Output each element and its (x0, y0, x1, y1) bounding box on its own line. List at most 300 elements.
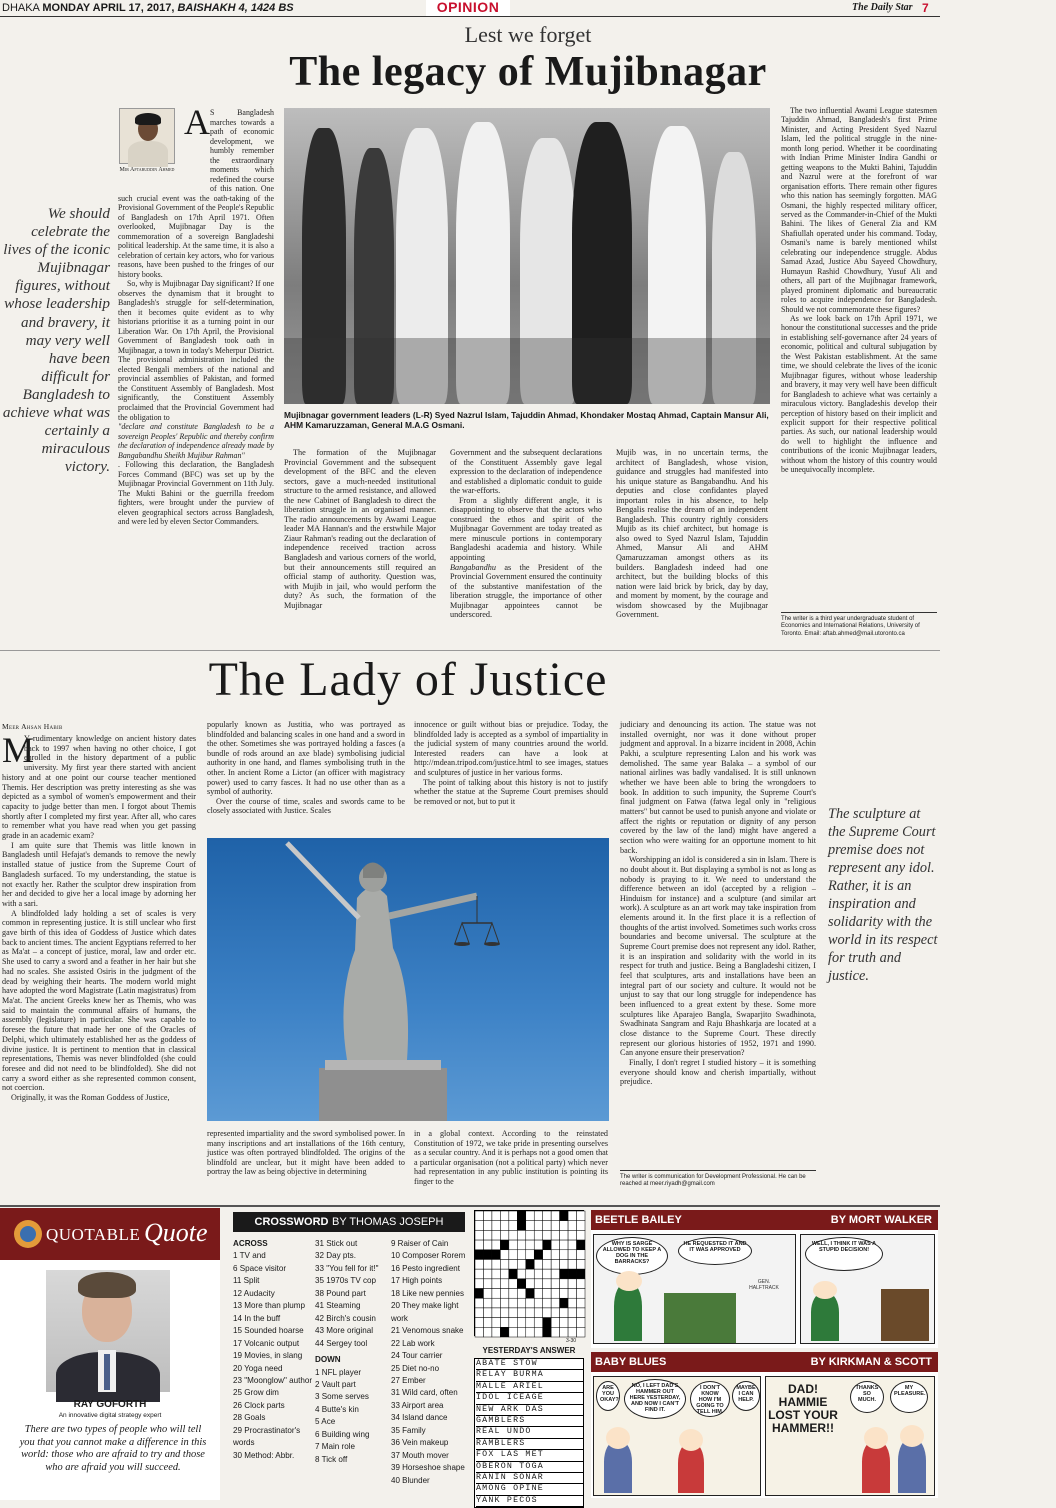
a2c1-p1: Y rudimentary knowledge on ancient history dates back to 1997 when having no other choice, I got enrolled in the history department of a public university. My first year there started with ancient history and at one point our course teacher mentioned Themis. Her description was pretty interesting as she was depicted as a symbol of women's empowerment and their capacity to judge better than men. I forgot about Themis shortly after I completed my first year. After all, who cares to remember what you have read when you get passing grade in an academic exam? (2, 734, 196, 841)
crossword-cell (568, 1250, 576, 1260)
crossword-cell (534, 1308, 542, 1318)
crossword-cell (509, 1259, 517, 1269)
crossword-cell (526, 1250, 534, 1260)
crossword-cell (534, 1289, 542, 1299)
crossword-cell (509, 1289, 517, 1299)
beetle-panel-2 (800, 1234, 935, 1344)
crossword-cell (551, 1327, 559, 1337)
crossword-cell (526, 1230, 534, 1240)
a1c3-p1: Government and the subsequent declarations of the Constituent Assembly gave legal expression to the declaration of independence and established a diplomatic conduit to guide the war-efforts. (450, 448, 602, 496)
article1-pullquote: We should celebrate the lives of the iconic Mujibnagar figures, without whose leadership and bravery, it may very well have been difficult for Bangladesh to achieve what was certainly a miraculous victory. (2, 205, 110, 476)
crossword-cell (526, 1318, 534, 1328)
statue-graphic (207, 838, 609, 1121)
crossword-cell (475, 1230, 483, 1240)
crossword-cell (560, 1250, 568, 1260)
crossword-cell (543, 1289, 551, 1299)
crossword-cell (500, 1250, 508, 1260)
article2-col1 (2, 730, 196, 1103)
crossword-cell (517, 1211, 525, 1221)
baby-header (591, 1352, 938, 1372)
across-17: 17 Volcanic output (233, 1338, 300, 1348)
a1c3-bangabandhu: Bangabandhu (450, 562, 496, 572)
crossword-cell (560, 1211, 568, 1221)
crossword-cell (517, 1308, 525, 1318)
crossword-cell (577, 1289, 585, 1299)
article2-col3-bottom (414, 1129, 608, 1187)
crossword-cell (568, 1298, 576, 1308)
across-12: 12 Audacity (233, 1288, 275, 1298)
quotable-role: An innovative digital strategy expert (58, 1412, 162, 1419)
crossword-cell (500, 1318, 508, 1328)
article1-col5 (781, 106, 937, 475)
crossword-cell (500, 1298, 508, 1308)
crossword-cell (475, 1289, 483, 1299)
crossword-cell (509, 1269, 517, 1279)
article1-col2 (284, 448, 436, 610)
crossword-cell (509, 1230, 517, 1240)
crossword-cell (526, 1279, 534, 1289)
down-9: 9 Raiser of Cain (391, 1239, 449, 1248)
baby-bubble-5: DAD! HAMMIE LOST YOUR HAMMER!! (768, 1382, 838, 1435)
crossword-cell (517, 1327, 525, 1337)
down-2: 2 Vault part (315, 1379, 356, 1389)
baby-bubble-1: ARE YOU OKAY? (596, 1381, 620, 1411)
across-20: 20 Yoga need (233, 1363, 283, 1373)
crossword-cell (551, 1308, 559, 1318)
article2-col2-top (207, 720, 405, 816)
crossword-cell (577, 1318, 585, 1328)
masthead (0, 0, 940, 17)
article2-author: Meer Ahsan Habib (2, 722, 63, 731)
down-35: 35 Family (391, 1425, 426, 1435)
crossword-cell (560, 1230, 568, 1240)
down-24: 24 Tour carrier (391, 1351, 443, 1361)
across-33: 33 "You fell for it!" (315, 1263, 379, 1273)
a1c5-p2: As we look back on 17th April 1971, we honour the constitutional successes and the pride in establishing self-governance after 24 years of economic, political and cultural subjugation by the West Pakistan establishment. At the same time, we should celebrate the lives of the iconic Mujibnagar figures, without whose leadership and bravery, it may very well have been difficult for Bangladesh to achieve what was certainly a miraculous victory. Bangladeshis develop their perception of history based on their implicit and explicit support for their respective political parties. As such, our national leadership would do well to highlight the influence and contributions of the iconic Mujibnagar leaders, without whom the history of this country would be unequivocally incomplete. (781, 313, 937, 475)
crossword-cell (509, 1298, 517, 1308)
across-14: 14 In the buff (233, 1313, 281, 1323)
crossword-cell (492, 1269, 500, 1279)
lady-justice-photo (207, 838, 609, 1121)
across-35: 35 1970s TV cop (315, 1276, 377, 1286)
down-18: 18 Like new pennies (391, 1288, 464, 1298)
crossword-cell (560, 1298, 568, 1308)
crossword-grid-svg (475, 1211, 585, 1337)
across-26: 26 Clock parts (233, 1400, 285, 1410)
baby-panel-1 (593, 1376, 761, 1496)
crossword-cell (534, 1318, 542, 1328)
crossword-cell (551, 1250, 559, 1260)
crossword-cell (526, 1259, 534, 1269)
clues-col2 (315, 1238, 393, 1466)
beetle-header (591, 1210, 938, 1230)
crossword-cell (500, 1259, 508, 1269)
a1c4-p1: Mujib was, in no uncertain terms, the architect of Bangladesh, whose vision, guidance and struggles had manifested into his unique stature as Bangabandhu. And his deputies and close confidantes played important roles in his absence, to help Bengalis realise the dream of an independent Bangladesh. This country rightly considers Mujib as its chief architect, but homage is also owed to Syed Nazrul Islam, Tajuddin Ahmed, Mansur Ali and AHM Qamaruzzaman amongst others as its builders. Bangladesh indeed had one architect, but the building blocks of this nation were laid brick by brick, day by day, and moment by moment, by the courage and wisdom showcased by the Mujibnagar Government. (616, 448, 768, 620)
a2c1-p2: I am quite sure that Themis was little known in Bangladesh until Hefajat's demands to remove the newly installed statue of justice from the Supreme Court of Bangladesh surfaced. To my understanding, the statue is not exactly her. Rather the sculptor drew inspiration from her and decided to give her a local image by adorning her with a sari. (2, 840, 196, 908)
crossword-cell (526, 1308, 534, 1318)
crossword-cell (560, 1240, 568, 1250)
crossword-cell (577, 1259, 585, 1269)
across-32: 32 Day pts. (315, 1251, 356, 1261)
crossword-cell (475, 1327, 483, 1337)
crossword-cell (534, 1259, 542, 1269)
baby-bubble-6: THANKS SO MUCH. (850, 1381, 884, 1413)
crossword-cell (577, 1279, 585, 1289)
crossword-cell (526, 1327, 534, 1337)
crossword-cell (483, 1279, 491, 1289)
crossword-cell (526, 1240, 534, 1250)
down-10: 10 Composer Rorem (391, 1251, 466, 1261)
down-22: 22 Lab work (391, 1338, 435, 1348)
crossword-cell (475, 1298, 483, 1308)
crossword-cell (492, 1289, 500, 1299)
quotable-quote: There are two types of people who will tell you that you cannot make a difference in this world: those who are afraid to try and those who are afraid you will succeed. (19, 1424, 207, 1473)
crossword-cell (543, 1240, 551, 1250)
crossword-cell (560, 1318, 568, 1328)
crossword-cell (568, 1211, 576, 1221)
crossword-cell (517, 1230, 525, 1240)
down-8: 8 Tick off (315, 1454, 348, 1464)
crossword-cell (492, 1211, 500, 1221)
baby-bubble-2: NO, I LEFT DAD'S HAMMER OUT HERE YESTERDAY, AND NOW I CAN'T FIND IT. (624, 1379, 686, 1419)
crossword-cell (577, 1269, 585, 1279)
crossword-cell (475, 1259, 483, 1269)
crossword-cell (543, 1327, 551, 1337)
page-number: 7 (922, 1, 929, 15)
crossword-cell (551, 1221, 559, 1231)
crossword-cell (534, 1230, 542, 1240)
answer-row: RAMBLERS (476, 1439, 583, 1450)
crossword-cell (568, 1230, 576, 1240)
answer-row: REAL UNDO (476, 1427, 583, 1438)
down-40: 40 Blunder (391, 1475, 430, 1485)
crossword-cell (526, 1298, 534, 1308)
across-label: ACROSS (233, 1239, 268, 1248)
crossword-cell (517, 1259, 525, 1269)
crossword-cell (517, 1279, 525, 1289)
article1-headline: The legacy of Mujibnagar (289, 49, 767, 95)
quotable-box (0, 1208, 220, 1500)
crossword-cell (500, 1240, 508, 1250)
crossword-cell (483, 1308, 491, 1318)
crossword-by: BY THOMAS JOSEPH (331, 1216, 444, 1228)
crossword-cell (475, 1240, 483, 1250)
crossword-cell (577, 1327, 585, 1337)
crossword-cell (526, 1211, 534, 1221)
crossword-cell (543, 1298, 551, 1308)
article1-col3 (450, 448, 602, 620)
mujibnagar-photo (284, 108, 770, 404)
crossword-cell (577, 1298, 585, 1308)
crossword-cell (543, 1230, 551, 1240)
baby-bubble-7: MY PLEASURE. (890, 1381, 928, 1413)
a2c2-p2: Over the course of time, scales and swords came to be closely associated with Justice. Scales (207, 796, 405, 816)
across-11: 11 Split (233, 1276, 260, 1286)
crossword-cell (509, 1221, 517, 1231)
across-38: 38 Pound part (315, 1288, 366, 1298)
down-33: 33 Airport area (391, 1400, 444, 1410)
crossword-cell (568, 1308, 576, 1318)
a2c4-p2: Worshipping an idol is considered a sin in Islam. There is no doubt about it. But displaying a symbol is not as long as nobody is praying to it. We need to understand the difference between an idol (accepted by a religion – Hinduism for instance) and a sculpture (and similar art work). A sculpture as an art work may take inspiration from elements around it. In the first place it is a reflection of thoughts of the artist involved. Sometimes such works cross boundaries and become universal. The sculpture at the Supreme Court premise does not represent any idol. Rather, it is an inspiration and solidarity with the world in its respect for truth and justice. Being a Bangladeshi citizen, I feel that sculptures, arts and installations have been an integral part of our society and culture. It would not be unjust to say that our long struggle for independence has been influenced to a great extent by these. Some more sculptures like Aparajeo Bangla, Swaparjito Swadhinota, Swadhinata Sangram and Raju Bhashkarja are located at a close distance to the Supreme Court. These directly represent our glorious histories of 1952, 1971 and 1990. Can anyone ensure their preservation? (620, 855, 816, 1058)
a1c1-p3: "declare and constitute Bangladesh to be a sovereign Peoples' Republic and thereby confirm the declaration of independence already made by Bangabandhu Sheikh Mujibur Rahman" (118, 422, 274, 460)
section-label: OPINION (426, 0, 510, 16)
across-13: 13 More than plump (233, 1301, 305, 1311)
crossword-cell (534, 1327, 542, 1337)
answer-row: MALLE ARIEL (476, 1382, 583, 1393)
article1-kicker: Lest we forget (464, 22, 592, 47)
crossword-cell (577, 1230, 585, 1240)
crossword-cell (560, 1308, 568, 1318)
beetle-bubble-1: WHY IS SARGE ALLOWED TO KEEP A DOG IN THE BARRACKS? (596, 1237, 668, 1275)
crossword-cell (475, 1279, 483, 1289)
crossword-cell (483, 1211, 491, 1221)
crossword-cell (517, 1221, 525, 1231)
answer-row: ABATE STOW (476, 1359, 583, 1370)
crossword-cell (483, 1318, 491, 1328)
baby-bubble-3: I DON'T KNOW HOW I'M GOING TO TELL HIM. (690, 1381, 730, 1417)
crossword-cell (560, 1327, 568, 1337)
answer-row: AMONG OPINE (476, 1484, 583, 1495)
crossword-cell (568, 1259, 576, 1269)
quotable-title-a: QUOTABLE (46, 1225, 141, 1244)
article2-col3-top (414, 720, 608, 806)
crossword-cell (509, 1250, 517, 1260)
crossword-cell (560, 1289, 568, 1299)
crossword-cell (483, 1240, 491, 1250)
crossword-cell (568, 1221, 576, 1231)
down-7: 7 Main role (315, 1442, 356, 1452)
crossword-cell (526, 1289, 534, 1299)
crossword-cell (560, 1269, 568, 1279)
crossword-cell (551, 1240, 559, 1250)
baby-bubble-4: MAYBE I CAN HELP. (732, 1381, 760, 1411)
answer-row: GAMBLERS (476, 1416, 583, 1427)
baby-title: BABY BLUES (595, 1356, 667, 1368)
crossword-cell (509, 1279, 517, 1289)
crossword-cell (543, 1259, 551, 1269)
crossword-cell (483, 1289, 491, 1299)
dateline-city: DHAKA (2, 2, 40, 14)
crossword-cell (551, 1318, 559, 1328)
crossword-cell (509, 1327, 517, 1337)
a2c4-p1: judiciary and denouncing its action. The statue was not installed overnight, nor was it done without proper judgment and approval. In a bizarre incident in 2008, Achin Pakhi, a sculpture representing Lalon and his work was demolished. The same year Balaka – a symbol of our national airlines was badly vandalised. It is still unknown whether we have been able to bring the wrongdoers to book. In addition to such impunity, the Supreme Court's final judgment on Fatwa (fatwa legal only in "religious matters" but cannot be used to punish anyone and violate or affect the rights or reputation or dignity of any person covered by the law of the land) might have angered a section who were waiting for an opportune moment to hit back. (620, 720, 816, 855)
baby-by: BY KIRKMAN & SCOTT (810, 1356, 932, 1368)
masthead-dateline (2, 2, 294, 14)
article1-col4 (616, 448, 768, 620)
answer-title: YESTERDAY'S ANSWER (482, 1346, 576, 1355)
down-39: 39 Horseshoe shape (391, 1463, 465, 1473)
down-25: 25 Diet no-no (391, 1363, 440, 1373)
a2c4-p3: Finally, I don't regret I studied history – it is something everyone should know and cherish impartially, without prejudice. (620, 1057, 816, 1087)
down-20: 20 They make light work (391, 1301, 459, 1323)
crossword-cell (475, 1269, 483, 1279)
answer-row: YANK PECOS (476, 1496, 583, 1507)
answer-grid (474, 1358, 584, 1508)
a2c3-p1: innocence or guilt without bias or prejudice. Today, the blindfolded lady is accepted as a symbol of impartiality in the judicial system of many countries around the world. Interested readers can have a look at http://mdean.tripod.com/justice.html to see images, statues and sculptures of justice in her various forms. (414, 720, 608, 777)
down-21: 21 Venomous snake (391, 1326, 464, 1336)
down-36: 36 Vein makeup (391, 1438, 449, 1448)
across-31: 31 Stick out (315, 1239, 358, 1248)
crossword-cell (543, 1308, 551, 1318)
crossword-cell (543, 1250, 551, 1260)
crossword-cell (577, 1250, 585, 1260)
answer-row: NEW ARK DAS (476, 1405, 583, 1416)
quotable-name: RAY GOFORTH (73, 1399, 147, 1410)
crossword-cell (543, 1211, 551, 1221)
crossword-cell (543, 1221, 551, 1231)
crossword-cell (475, 1221, 483, 1231)
crossword-cell (551, 1211, 559, 1221)
a2c2-p3: represented impartiality and the sword symbolised power. In many inscriptions and art installations of the 16th century, justice was often portrayed blindfolded. The origins of the blindfold are unclear, but it might have been added to portray the law as being objective in determining (207, 1129, 405, 1177)
answer-row: OBERON TOGA (476, 1462, 583, 1473)
crossword-cell (492, 1279, 500, 1289)
crossword-cell (568, 1327, 576, 1337)
crossword-grid (474, 1210, 584, 1336)
beetle-by: BY MORT WALKER (830, 1214, 932, 1226)
beetle-title: BEETLE BAILEY (595, 1214, 682, 1226)
a1c3-p2: From a slightly different angle, it is disappointing to observe that the actors who construed the ethos and spirit of the Mujibnagar Government are today treated as mere minuscule portions in contemporary Bangladeshi academia and history. While appointing (450, 495, 602, 563)
crossword-cell (551, 1259, 559, 1269)
crossword-header (233, 1212, 465, 1232)
crossword-cell (517, 1298, 525, 1308)
crossword-cell (475, 1318, 483, 1328)
crossword-cell (475, 1250, 483, 1260)
crossword-cell (509, 1318, 517, 1328)
crossword-cell (492, 1240, 500, 1250)
article2-headline: The Lady of Justice (208, 653, 608, 706)
article2-pullquote: The sculpture at the Supreme Court premise does not represent any idol. Rather, it is an inspiration and solidarity with the world in its respect for truth and justice. (828, 806, 938, 984)
crossword-cell (500, 1308, 508, 1318)
crossword-cell (534, 1298, 542, 1308)
crossword-cell (500, 1230, 508, 1240)
crossword-cell (577, 1211, 585, 1221)
crossword-cell (517, 1250, 525, 1260)
beetle-bailey (591, 1210, 938, 1348)
crossword-title: CROSSWORD (254, 1216, 329, 1228)
a1c2-p1: The formation of the Mujibnagar Provincial Government and the subsequent development of the BFC and the eleven sectors, gave a much-needed institutional structure to the armed resistance, and allowed the new Cabinet of Bangladesh to direct the liberation struggle in an organised manner. The radio announcements by Awami League leader MA Hannan's and the erstwhile Major Ziaur Rahman's reading out the declaration of independence received traction across Bangladesh and various corners of the world, but their announcements still required an official stamp of authority. Question was, with Mujib in jail, who would perform the duty? As such, the formation of the Mujibnagar (284, 448, 436, 610)
crossword-cell (568, 1289, 576, 1299)
crossword-cell (543, 1279, 551, 1289)
down-16: 16 Pesto ingredient (391, 1263, 460, 1273)
answer-row: RANIN SONAR (476, 1473, 583, 1484)
down-1: 1 NFL player (315, 1367, 362, 1377)
crossword-cell (517, 1289, 525, 1299)
crossword-cell (517, 1240, 525, 1250)
article1-author: Mir Aftabuddin Ahmed (119, 167, 175, 173)
crossword-cell (526, 1221, 534, 1231)
crossword-cell (534, 1211, 542, 1221)
quote-bubble-icon (14, 1220, 42, 1248)
crossword-cell (534, 1240, 542, 1250)
beetle-sign: GEN. HALFTRACK (749, 1279, 779, 1291)
crossword-cell (534, 1250, 542, 1260)
down-17: 17 High points (391, 1276, 443, 1286)
across-23: 23 "Moonglow" author (233, 1375, 313, 1385)
crossword-cell (483, 1298, 491, 1308)
baby-blues (591, 1352, 938, 1498)
across-43: 43 More original (315, 1326, 374, 1336)
crossword-cell (492, 1298, 500, 1308)
article1-col1-text (118, 108, 274, 527)
article1-footnote: The writer is a third year undergraduate student of Economics and International Relations, University of Toronto. Email: aftab.ahmed@mail.utoronto.ca (781, 616, 920, 637)
crossword-cell (483, 1269, 491, 1279)
crossword-cell (551, 1279, 559, 1289)
crossword-cell (492, 1327, 500, 1337)
a2c3-p2: The point of talking about this history is not to justify whether the statue at the Supreme Court premises should be removed or not, but to put it (414, 777, 608, 806)
down-37: 37 Mouth mover (391, 1450, 449, 1460)
a2c1-p3: A blindfolded lady holding a set of scales is very common in representing justice. It is still unclear who first gave birth of this idea of Goddess of Justice which dates back to ancient times. The ancient Egyptians referred to her as Ma'at – a concept of justice, moral, law and order etc. She used to carry a sword and a feather in her hair but she had no scales. She assisted Osiris in the judgment of the dead by weighing their hearts. The modern world might have adopted the word Magistrate (Latin magistratus) from Ma'at. The ancient Greeks knew her as Themis, who was said to maintain the communal affairs of humans, the assembly (legislature) in particular. She was capable to foresee the future that made her one of the Oracles of Delphi, which ultimately established her as the goddess of divine justice. It is pertinent to mention that in classical representations, Themis was never blindfolded (she could foresee and did not need to be blindfolded). She did not carry a sword either as she represented common consent, not coercion. (2, 908, 196, 1093)
crossword-cell (568, 1318, 576, 1328)
baby-panel-2 (765, 1376, 935, 1496)
quotable-title-b: Quote (144, 1218, 208, 1247)
across-6: 6 Space visitor (233, 1263, 287, 1273)
crossword-cell (543, 1269, 551, 1279)
a1c1-p1: S Bangladesh marches towards a path of economic development, we humbly remember the extraordinary moments which redefined the course of this nation. One such crucial event was the oath-taking of the Provisional Government of the People's Republic of Bangladesh on 17th April 1971. Often overlooked, Mujibnagar Day is the commemoration of a sovereign Bangladeshi political leadership. At the same time, it is also a celebration of certain key actors, who for various reasons, have been pushed to the fringes of our history books. (118, 108, 274, 279)
down-3: 3 Some serves (315, 1392, 369, 1402)
crossword-cell (492, 1259, 500, 1269)
crossword-cell (577, 1221, 585, 1231)
crossword-cell (577, 1308, 585, 1318)
crossword-cell (534, 1279, 542, 1289)
a2c3-p3: in a global context. According to the reinstated Constitution of 1972, we take pride in presenting ourselves as a secular country. And it is perhaps not a good omen that a particular organisation (not a political party) which never had representation in any public institution is pointing its finger to the (414, 1129, 608, 1186)
crossword-cell (534, 1221, 542, 1231)
article1-dropcap: A (184, 102, 210, 142)
across-29: 29 Procrastinator's words (233, 1425, 301, 1448)
photo-caption: Mujibnagar government leaders (L-R) Syed Nazrul Islam, Tajuddin Ahmad, Khondaker Mostaq Ahmad, Captain Mansur Ali, AHM Kamaruzzaman, General M.A.G Osmani. (284, 410, 769, 430)
crossword-cell (509, 1211, 517, 1221)
answer-row: FOX LAS MET (476, 1450, 583, 1461)
clues-col3 (391, 1238, 471, 1487)
down-label: DOWN (315, 1355, 341, 1365)
crossword-cell (526, 1269, 534, 1279)
crossword-cell (568, 1279, 576, 1289)
crossword-cell (509, 1308, 517, 1318)
crossword-cell (492, 1221, 500, 1231)
across-25: 25 Grow dim (233, 1388, 279, 1398)
crossword-cell (543, 1318, 551, 1328)
crossword-cell (500, 1269, 508, 1279)
down-4: 4 Butte's kin (315, 1404, 359, 1414)
crossword-cell (560, 1221, 568, 1231)
crossword-cell (483, 1259, 491, 1269)
crossword-cell (483, 1221, 491, 1231)
a1c1-p2: So, why is Mujibnagar Day significant? If one observes the dynamism that it brought to Bangladesh's struggle for self-determination, then it becomes quite evident as to why historians prioritise it as a turning point in our Liberation War. On 17th April, the Provisional Government of Bangladesh took oath in Mujibnagar, a town in today's Meherpur District. The provisional administration included the elected Bengali members of the national and provincial assemblies of Pakistan, and formed the Constituent Assembly of Bangladesh. Most significantly, the Constituent Assembly proclaimed that the Provincial Government had the obligation to (118, 279, 274, 422)
across-44: 44 Sergey tool (315, 1338, 368, 1348)
crossword-cell (560, 1279, 568, 1289)
crossword-cell (492, 1230, 500, 1240)
across-30: 30 Method: Abbr. (233, 1450, 295, 1460)
down-27: 27 Ember (391, 1375, 426, 1385)
article2-footnote: The writer is communication for Development Professional. He can be reached at meer.riyadh@gmail.com (620, 1174, 806, 1188)
beetle-bubble-3: WELL, I THINK IT WAS A STUPID DECISION! (805, 1237, 883, 1271)
down-5: 5 Ace (315, 1417, 336, 1427)
paper-name: The Daily Star (852, 2, 913, 13)
crossword-cell (517, 1269, 525, 1279)
quotable-header (0, 1208, 220, 1260)
article2-col4 (620, 720, 816, 1087)
answer-row: RELAY BURMA (476, 1370, 583, 1381)
crossword-cell (483, 1327, 491, 1337)
a1c5-p1: The two influential Awami League statesmen Tajuddin Ahmad, Bangladesh's first Prime Minister, and Acting President Syed Nazrul Islam, led the political struggle in the nine-month long period. Whether it be coordinating with Indian Prime Minister Indira Gandhi or getting weapons to the Mukti Bahini, Tajuddin and Nazrul were at the forefront of war organisation efforts. There remain other figures who this nation has seemingly forgotten. MAG Osmani, the highly respected military officer, served as the Commander-in-Chief of the Mukti Bahini. The likes of General Zia and KM Shafiullah operated under his command. Today, Osmani's name is barely mentioned whilst celebrating our independence struggle. Abdus Samad Azad, Justice Abu Sayeed Chowdhury, Humayun Rashid Chowdhury, Yusuf Ali and others, all part of the Mujibnagar framework, played prominent diplomatic and bureaucratic roles to acquire independence for Bangladesh. Should we not commemorate these figures? (781, 106, 937, 314)
a2c2-p1: popularly known as Justitia, who was portrayed as blindfolded and balancing scales in one hand and a sword in the other. Sometimes she was portrayed holding a fasces (a bundle of rods around an axe blade) symbolising judicial authority in one hand, and flames symbolising truth in the other. In ancient Rome a Lictor (an officer with magistracy power) used to carry fasces. It had no use other than as a symbol of authority. (207, 720, 405, 797)
crossword-cell (492, 1308, 500, 1318)
beetle-bubble-2: HE REQUESTED IT AND IT WAS APPROVED (678, 1237, 752, 1265)
across-15: 15 Sounded hoarse (233, 1326, 304, 1336)
article2-dropcap: M (2, 730, 35, 770)
crossword-cell (475, 1308, 483, 1318)
crossword-cell (534, 1269, 542, 1279)
crossword-cell (568, 1269, 576, 1279)
